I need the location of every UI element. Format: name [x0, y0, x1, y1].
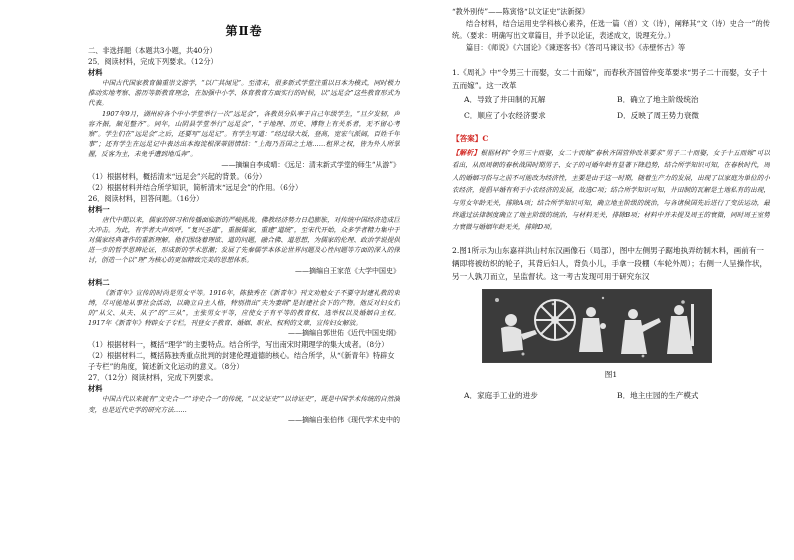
- q27-titles: 篇目：《师说》《六国论》《谏逐客书》《答司马谏议书》《赤壁怀古》等: [466, 43, 686, 52]
- question-26-intro: 26．阅读材料，回答问题。（16分）: [88, 193, 204, 203]
- question-2-options-row-1: [452, 390, 770, 401]
- option-d[interactable]: D．反映了周王势力衰微: [617, 111, 700, 120]
- q27-citation: ——摘编自张伯伟《现代学术史中的: [288, 415, 400, 424]
- question-25-intro: 25．阅读材料，完成下列要求。（12分）: [88, 57, 218, 66]
- material-label: 材料: [88, 68, 103, 77]
- answer-value: C: [482, 134, 489, 143]
- right-column: [452, 0, 770, 560]
- han-stone-relief-image: [482, 289, 712, 363]
- option-c[interactable]: C．顺应了小农经济要求: [464, 111, 546, 120]
- option-b[interactable]: B．确立了地主阶级统治: [617, 95, 699, 104]
- q25-subquestion-2: （2）根据材料并结合所学知识，简析清末“远足会”的作用。（6分）: [88, 182, 303, 192]
- q26-citation-1: ——摘编自王家范《大学中国史》: [295, 266, 400, 275]
- section-title: 第Ⅱ卷: [225, 24, 263, 38]
- question-2-text: 2.图1所示为山东嘉祥洪山村东汉画像石（局部），图中左侧男子踞地执弄纺制木料，画前有一辆即将被纺织的轮子，其背后妇人，背负小儿，手拿一段棚（车轮外周）；右侧一人呈操作状，另一人孰刀而立，呈监督状。这一考古发现可用于研究东汉: [452, 245, 768, 281]
- column-divider: [420, 0, 421, 560]
- q26-citation-2: ——摘编自郭世佑《近代中国史纲》: [288, 329, 400, 338]
- q25-citation: ——摘编自李成晴：《远足：清末新式学堂的师生“从游”》: [221, 160, 400, 169]
- section-heading: 二、非选择题（本题共3小题，共40分）: [88, 46, 217, 55]
- question-1-options-row-2: [452, 108, 770, 124]
- q26-paragraph-2: 《新青年》宣传的时尚是男女平等。1916年，陈独秀在《新青年》刊文劝勉女子不要守封建礼教的束缚，尽可能地从事社会活动，以确立自主人格，特别指出“夫为妻纲”是封建社会下的产物。他反对妇女们的“从父、从夫、从子”的“三从”，主张男女平等，应使女子有平等的教育权、选举权以及婚姻自主权。1917年《新青年》特辟女子专栏，刊登女子教育、婚姻、职业、权利的文章，宣传妇女解放。: [88, 288, 400, 328]
- analysis-text: 根据材料“令男三十而娶，女二十而嫁”春秋齐国管仲改革要求“男子二十而娶，女子十五而嫁”可以看出，从而周朝的春秋战国时期男子、女子的可婚年龄有显著下降趋势，结合所学知识可知，在春秋时代，周人的婚姻习俗与之前不可能改为经济性，主要是由于这一时期，随着生产力的发展，出现了以家庭为单位的小农经济，提倡早婚有利于小农经济的发展，故选C项；结合所学知识可知，井田制的瓦解是土地私有的出现，与男女年龄无关，排除A项；结合所学知识可知，确立地主阶级的统治，与各诸侯国先后进行了变法运动，最终通过法律制度确立了地主阶级的统治，与材料无关，排除B项；材料中并未提及周王的衰微，同时周王室势力衰微与婚姻年龄无关，排除D项。: [452, 149, 770, 232]
- question-1-options-row-1: [452, 92, 770, 108]
- q27-paragraph-1: 中国古代以来就有“文史合一”“诗史合一”的传统，“以文证史”“以诗证史”，既是中国学术传统的自然演变，也是近代史学的研究方法……: [88, 395, 400, 414]
- q2-option-b[interactable]: B．地主庄园的生产模式: [617, 390, 699, 400]
- q27-task: 结合材料，结合运用史学科核心素养，任选一篇（首）文（诗），阐释其“文（诗）史合一”的传统。（要求：明确写出文章篇目，并予以论证，表述成文，说理充分。）: [452, 19, 770, 40]
- question-1-text: 1.《周礼》中“令男三十而娶，女二十而嫁”，而春秋齐国管仲变革要求“男子二十而娶，女子十五而嫁”。这一改革: [452, 68, 768, 90]
- answer-line: [452, 126, 770, 145]
- option-a[interactable]: A．导致了井田制的瓦解: [464, 95, 546, 104]
- material-1-label: 材料一: [88, 204, 110, 214]
- material-2-label: 材料二: [88, 277, 110, 287]
- figure-caption: 图1: [604, 369, 618, 379]
- q26-paragraph-1: 唐代中期以来，儒家的研习和传播面临新的严峻挑战。佛教经济势力日趋膨胀，对传统中国经济造成巨大冲击。为此，有学者大声疾呼，“复兴圣道”，重振儒家，重建“道统”，至宋代开始，众多学者精力集中于对儒家经典著作的重新理解。他们围绕着理欲、道的问题，融合佛、道思想，为儒家的伦理、政治学说提供进一步的哲学思辨论证，形成新的学术思潮；发展了先秦儒学本体论世界问题及心性问题等方面的深入的探讨，创造一个以“理”为核心的更加精致完美的思想体系。: [88, 215, 400, 265]
- q25-paragraph-2: 1907年9月，湖州府各个中小学堂举行一次“远足会”，各教员分队率于自己年级学生，“旦夕发轫，声容齐振，颇见整齐”。同年，山阴县学堂举行“远足会”，“于地理、历史、博物上有关系者，无不留心考察”。学生们在“远足会”之后，还要写“远足记”。有学生写道：“经过绿大坂，登高，宽宏气派阔，百姓千年事”；还有学生在远足记中表达出本海淀根深蒂固情结：“上海乃吾国之土地……租界之权，皆为外人所掌握，反客为主，未免乎遭到地瓜奔”。: [88, 109, 400, 159]
- q27-citation-continued: “教外别传”——陈寅恪“以文证史”法新探》: [452, 7, 589, 16]
- q26-subquestion-2: （2）根据材料二，概括陈独秀重点批判的封建伦理道德的核心。结合所学，从“《新青年》特辟女子专栏”的角度，简述新文化运动的意义。（8分）: [88, 351, 395, 372]
- q25-subquestion-1: （1）根据材料，概括清末“远足会”兴起的背景。（6分）: [88, 171, 267, 181]
- q2-option-a[interactable]: A．家庭手工业的进步: [464, 390, 538, 400]
- q26-subquestion-1: （1）根据材料一，概括“理学”的主要特点。结合所学，写出南宋时期理学的集大成者。（8分）: [88, 340, 389, 350]
- stone-relief-drawing: [483, 290, 712, 363]
- q27-material-label: 材料: [88, 384, 103, 394]
- analysis-block: [452, 147, 770, 234]
- question-27-intro: 27．（12分）阅读材料，完成下列要求。: [88, 373, 218, 383]
- left-column: [88, 0, 400, 560]
- analysis-tag: 【解析】: [452, 148, 481, 157]
- answer-tag: 【答案】: [452, 134, 483, 143]
- q25-paragraph-1: 中国古代国家教育偏重崇文游学，“以广其闻见”。至清末，很多新式学堂注重以日本为模式，同时极力推动实地考察、游历等新教育理念，在加强中小学、体育教育方面实行的时候，以“远足会”这些教育形式为代表。: [88, 79, 400, 108]
